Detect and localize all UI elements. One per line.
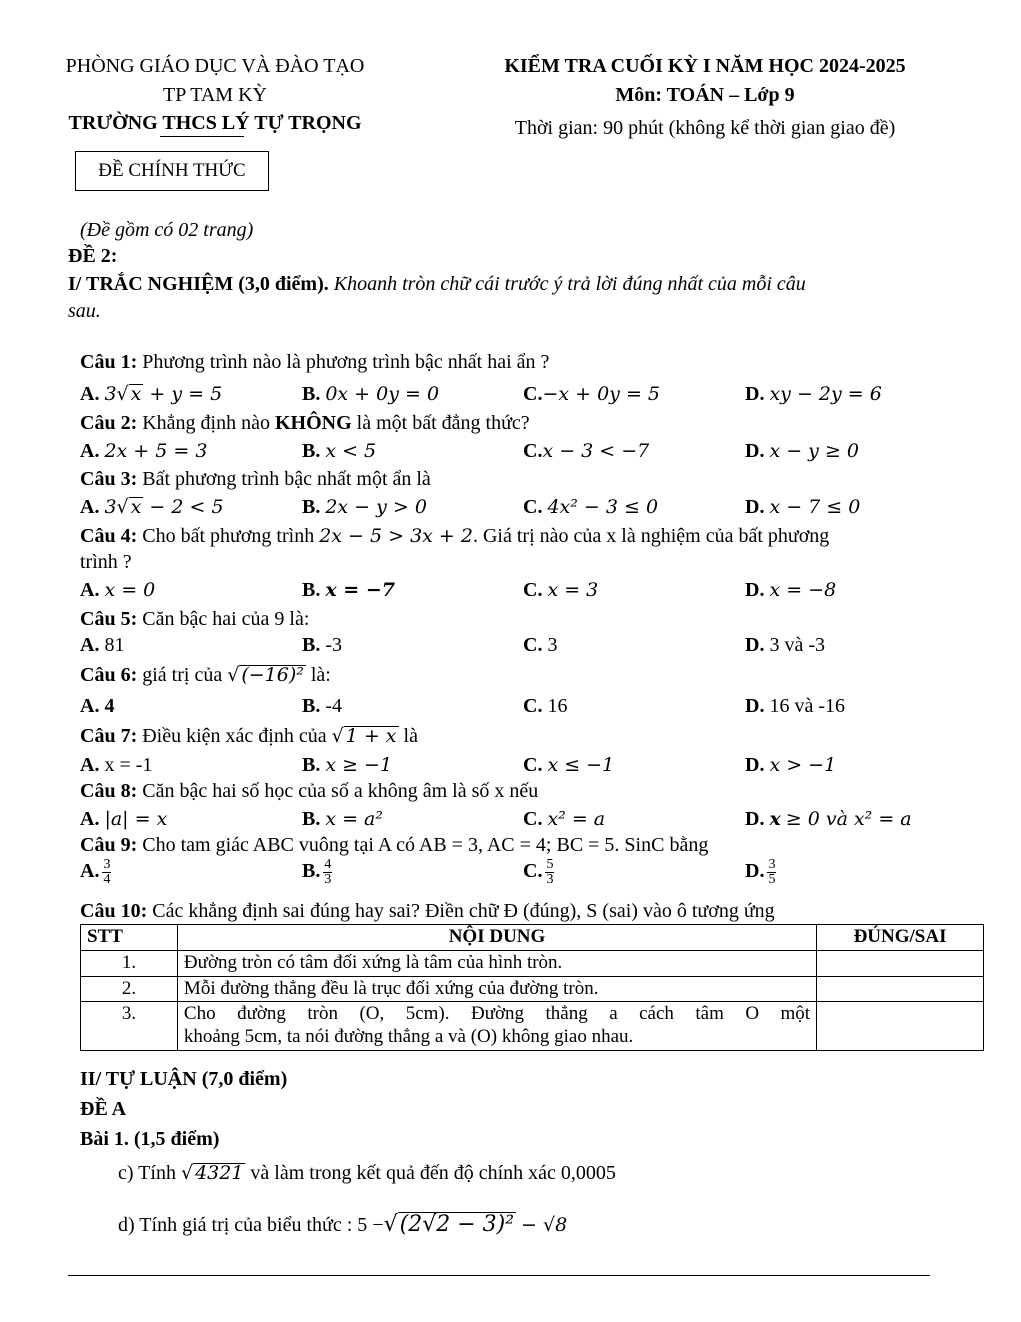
question-2: Câu 2: Khẳng định nào KHÔNG là một bất đẳng thức? xyxy=(80,412,530,434)
q9-option-c[interactable]: C. $\frac{5}{3}$ xyxy=(523,857,554,887)
table-row xyxy=(81,1002,984,1051)
q7-option-b[interactable]: B. x ≥ −1 xyxy=(302,754,393,776)
school-name: TRƯỜNG THCS LÝ TỰ TRỌNG xyxy=(68,112,362,134)
q2-option-d[interactable]: D. x − y ≥ 0 xyxy=(745,440,859,462)
table-row xyxy=(81,976,984,1002)
q2-option-a[interactable]: A. 2x + 5 = 3 xyxy=(80,440,208,462)
question-5: Câu 5: Căn bậc hai của 9 là: xyxy=(80,608,310,630)
question-9: Câu 9: Cho tam giác ABC vuông tại A có AB = 3, AC = 4; BC = 5. SinC bằng xyxy=(80,834,709,856)
question-4-cont: trình ? xyxy=(80,551,132,573)
q5-option-a[interactable]: A. 81 xyxy=(80,634,125,656)
section1-title: I/ TRẮC NGHIỆM (3,0 điểm). xyxy=(68,273,329,295)
subject: Môn: TOÁN – Lớp 9 xyxy=(615,84,795,106)
question-6: Câu 6: giá trị của √ (−16)² là: xyxy=(80,664,331,686)
time-limit: Thời gian: 90 phút (không kể thời gian giao đề) xyxy=(514,117,896,139)
section1-instruction-cont: sau. xyxy=(68,300,101,322)
q2-option-b[interactable]: B. x < 5 xyxy=(302,440,377,462)
q1-option-b[interactable]: B. 0x + 0y = 0 xyxy=(302,383,440,405)
q6-option-d[interactable]: D. 16 và -16 xyxy=(745,695,845,717)
dept-name: PHÒNG GIÁO DỤC VÀ ĐÀO TẠO xyxy=(65,55,365,77)
question-8: Câu 8: Căn bậc hai số học của số a không âm là số x nếu xyxy=(80,780,539,802)
bai1-title: Bài 1. (1,5 điểm) xyxy=(80,1128,220,1150)
row-stt: 1. xyxy=(81,950,178,976)
row-stt: 3. xyxy=(81,1002,178,1051)
header-content: NỘI DUNG xyxy=(177,925,816,951)
school-underline xyxy=(160,136,244,137)
row-stt: 2. xyxy=(81,976,178,1002)
exam-code: ĐỀ 2: xyxy=(68,245,118,267)
q1-text: Phương trình nào là phương trình bậc nhất hai ẩn ? xyxy=(142,351,550,373)
q5-option-c[interactable]: C. 3 xyxy=(523,634,558,656)
q7-option-a[interactable]: A. x = -1 xyxy=(80,754,153,776)
q3-option-a[interactable]: A. 3√ x − 2 < 5 xyxy=(80,496,224,518)
q4-option-b[interactable]: B. x = −7 xyxy=(302,579,395,601)
q5-option-b[interactable]: B. -3 xyxy=(302,634,343,656)
table-header-row xyxy=(81,925,984,951)
q9-option-a[interactable]: A. $\frac{3}{4}$ xyxy=(80,857,111,887)
q6-option-c[interactable]: C. 16 xyxy=(523,695,568,717)
q2-option-c[interactable]: C.x − 3 < −7 xyxy=(523,440,650,462)
bai1-d: d) Tính giá trị của biểu thức : 5 −√(2√2 − 3)² − √8 xyxy=(118,1212,568,1237)
question-7: Câu 7: Điều kiện xác định của √ 1 + x là xyxy=(80,725,418,747)
q9-option-b[interactable]: B. $\frac{4}{3}$ xyxy=(302,857,332,887)
question-1 xyxy=(80,351,549,374)
q3-option-d[interactable]: D. x − 7 ≤ 0 xyxy=(745,496,861,518)
q7-option-c[interactable]: C. x ≤ −1 xyxy=(523,754,615,776)
q8-option-b[interactable]: B. x = a² xyxy=(302,808,384,830)
header-stt: STT xyxy=(81,925,178,951)
question-10: Câu 10: Các khẳng định sai đúng hay sai? Điền chữ Đ (đúng), S (sai) vào ô tương ứng xyxy=(80,900,775,922)
section1-heading xyxy=(68,273,806,296)
q9-option-d[interactable]: D. $\frac{3}{5}$ xyxy=(745,857,776,887)
pages-note: (Đề gồm có 02 trang) xyxy=(80,219,254,241)
q3-option-b[interactable]: B. 2x − y > 0 xyxy=(302,496,427,518)
true-false-table xyxy=(80,924,984,1051)
q7-option-d[interactable]: D. x > −1 xyxy=(745,754,837,776)
part2-code: ĐỀ A xyxy=(80,1098,127,1120)
footer-divider xyxy=(68,1275,930,1276)
bai1-c: c) Tính √ 4321 và làm trong kết quả đến độ chính xác 0,0005 xyxy=(118,1162,616,1184)
q3-option-c[interactable]: C. 4x² − 3 ≤ 0 xyxy=(523,496,659,518)
exam-title: KIỂM TRA CUỐI KỲ I NĂM HỌC 2024-2025 xyxy=(504,55,906,77)
answer-cell-1[interactable] xyxy=(817,950,984,976)
q5-option-d[interactable]: D. 3 và -3 xyxy=(745,634,825,656)
q1-option-c[interactable]: C.−x + 0y = 5 xyxy=(523,383,660,405)
section1-instruction: Khoanh tròn chữ cái trước ý trả lời đúng nhất của mỗi câu xyxy=(333,273,806,295)
official-box: ĐỀ CHÍNH THỨC xyxy=(75,151,269,191)
q4-option-a[interactable]: A. x = 0 xyxy=(80,579,156,601)
q1-option-a[interactable]: A. 3√ x + y = 5 xyxy=(80,383,223,405)
answer-cell-3[interactable] xyxy=(817,1002,984,1051)
question-4: Câu 4: Cho bất phương trình 2x − 5 > 3x + 2. Giá trị nào của x là nghiệm của bất phương xyxy=(80,525,830,547)
row-content: Mỗi đường thẳng đều là trục đối xứng của đường tròn. xyxy=(177,976,816,1002)
part2-title: II/ TỰ LUẬN (7,0 điểm) xyxy=(80,1068,288,1090)
table-row xyxy=(81,950,984,976)
header-answer: ĐÚNG/SAI xyxy=(817,925,984,951)
q1-label: Câu 1: xyxy=(80,351,138,373)
row-content: Đường tròn có tâm đối xứng là tâm của hình tròn. xyxy=(177,950,816,976)
city-name: TP TAM KỲ xyxy=(163,84,267,106)
question-3: Câu 3: Bất phương trình bậc nhất một ẩn là xyxy=(80,468,431,490)
q4-option-c[interactable]: C. x = 3 xyxy=(523,579,599,601)
answer-cell-2[interactable] xyxy=(817,976,984,1002)
q6-option-b[interactable]: B. -4 xyxy=(302,695,343,717)
row-content: Cho đường tròn (O, 5cm). Đường thẳng a cách tâm O một khoảng 5cm, ta nói đường thẳng a và (O) không giao nhau. xyxy=(177,1002,816,1051)
q1-option-d[interactable]: D. xy − 2y = 6 xyxy=(745,383,882,405)
q8-option-d[interactable]: D. x ≥ 0 và x² = a xyxy=(745,808,912,830)
q8-option-a[interactable]: A. |a| = x xyxy=(80,808,168,830)
q6-option-a[interactable]: A. 4 xyxy=(80,695,115,717)
q4-option-d[interactable]: D. x = −8 xyxy=(745,579,837,601)
q8-option-c[interactable]: C. x² = a xyxy=(523,808,606,830)
